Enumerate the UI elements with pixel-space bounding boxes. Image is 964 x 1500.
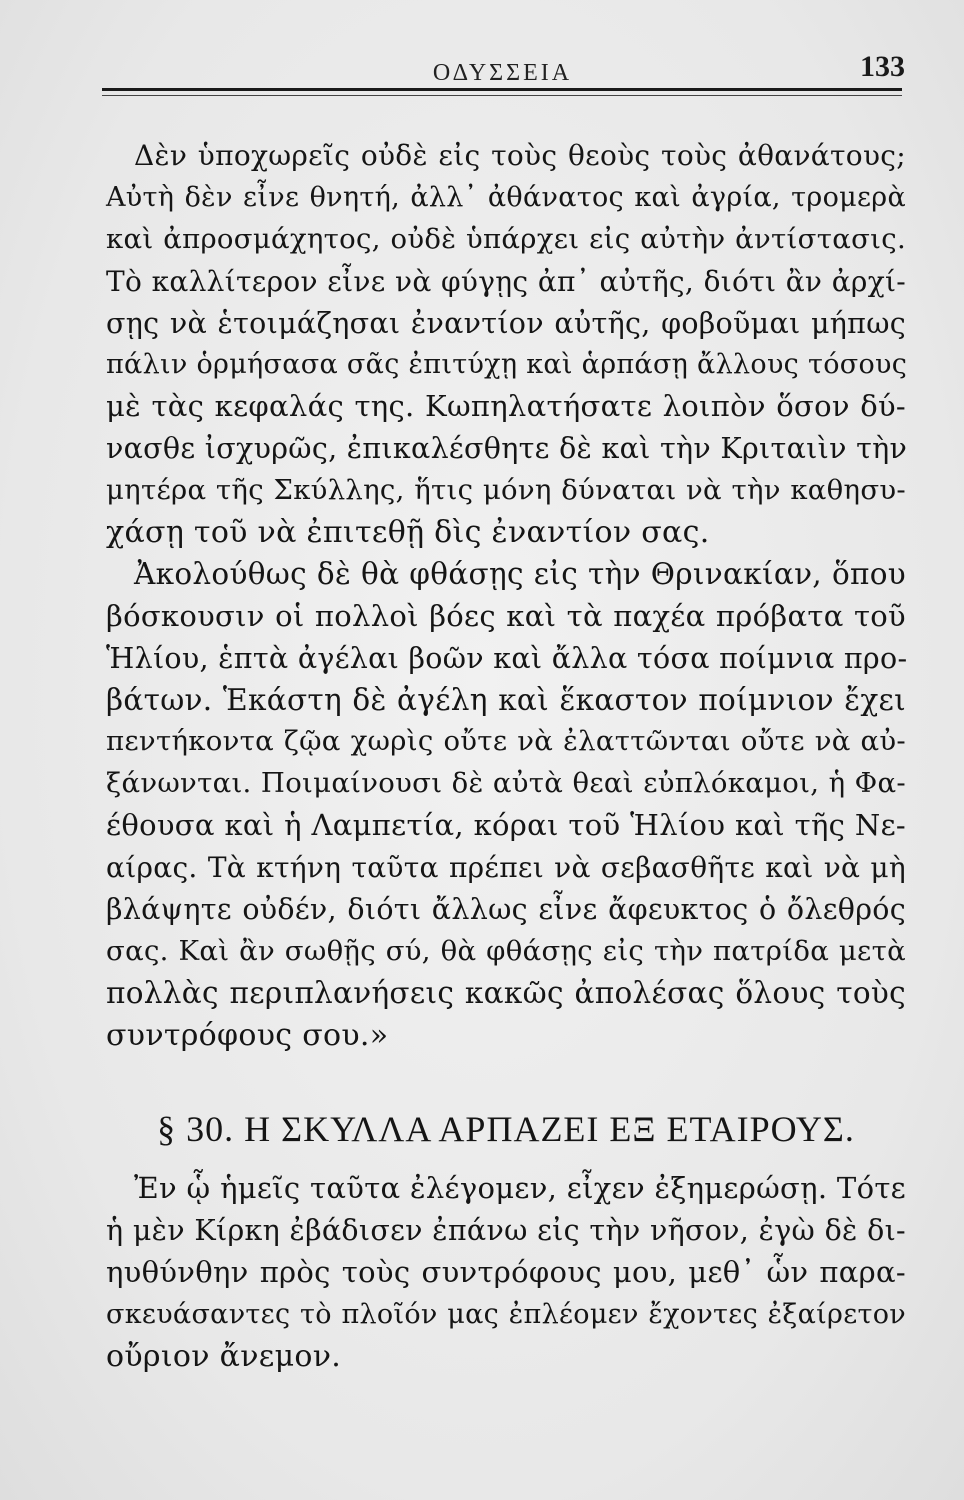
text-line: Δὲν ὑποχωρεῖς οὐδὲ εἰς τοὺς θεοὺς τοὺς ἀθανάτους; xyxy=(134,139,906,172)
section-heading: § 30. Η ΣΚΥΛΛΑ ΑΡΠΑΖΕΙ ΕΞ ΕΤΑΙΡΟΥΣ. xyxy=(157,1109,855,1149)
text-line: χάσῃ τοῦ νὰ ἐπιτεθῇ δὶς ἐναντίον σας. xyxy=(106,515,710,551)
text-line: ἡ μὲν Κίρκη ἐβάδισεν ἐπάνω εἰς τὴν νῆσον, ἐγὼ δὲ δι- xyxy=(106,1213,906,1247)
text-line: Τὸ καλλίτερον εἶνε νὰ φύγῃς ἀπ᾽ αὐτῆς, διότι ἂν ἀρχί- xyxy=(106,264,906,298)
text-line: πεντήκοντα ζῷα χωρὶς οὔτε νὰ ἐλαττῶνται οὔτε νὰ αὐ- xyxy=(106,725,906,758)
text-line: νασθε ἰσχυρῶς, ἐπικαλέσθητε δὲ καὶ τὴν Κριταιὶν τὴν xyxy=(106,432,908,466)
text-line: μητέρα τῆς Σκύλλης, ἥτις μόνη δύναται νὰ τὴν καθησυ- xyxy=(106,474,906,507)
text-line: αίρας. Τὰ κτήνη ταῦτα πρέπει νὰ σεβασθῆτε καὶ νὰ μὴ xyxy=(106,851,906,885)
text-line: σκευάσαντες τὸ πλοῖόν μας ἐπλέομεν ἔχοντες ἐξαίρετον xyxy=(106,1298,906,1330)
page-header xyxy=(100,40,905,86)
text-line: καὶ ἀπροσμάχητος, οὐδὲ ὑπάρχει εἰς αὐτὴν ἀντίστασις. xyxy=(106,222,906,255)
header-rule-thin xyxy=(102,95,902,96)
text-line: σας. Καὶ ἂν σωθῇς σύ, θὰ φθάσῃς εἰς τὴν πατρίδα μετὰ xyxy=(106,934,906,967)
text-line: έθουσα καὶ ἡ Λαμπετία, κόραι τοῦ Ἡλίου καὶ τῆς Νε- xyxy=(106,808,906,843)
text-line: πάλιν ὁρμήσασα σᾶς ἐπιτύχῃ καὶ ἁρπάσῃ ἄλλους τόσους xyxy=(106,349,908,381)
text-line: βλάψητε οὐδέν, διότι ἄλλως εἶνε ἄφευκτος ὁ ὄλεθρός xyxy=(106,893,906,927)
text-line: βόσκουσιν οἱ πολλοὶ βόες καὶ τὰ παχέα πρόβατα τοῦ xyxy=(106,598,906,633)
running-title: ΟΔΥΣΣΕΙΑ xyxy=(432,60,573,86)
text-line: μὲ τὰς κεφαλάς της. Κωπηλατήσατε λοιπὸν ὅσον δύ- xyxy=(106,389,906,424)
text-line: Ἐν ᾧ ἡμεῖς ταῦτα ἐλέγομεν, εἶχεν ἐξημερώσῃ. Τότε xyxy=(134,1171,906,1205)
header-rule xyxy=(102,88,902,91)
page-number: 133 xyxy=(860,50,905,83)
text-line: ηυθύνθην πρὸς τοὺς συντρόφους μου, μεθ᾽ ὧν παρα- xyxy=(106,1254,906,1289)
body-text xyxy=(106,135,906,1057)
text-line: Ἡλίου, ἑπτὰ ἀγέλαι βοῶν καὶ ἄλλα τόσα ποίμνια προ- xyxy=(106,641,908,675)
text-line: βάτων. Ἑκάστη δὲ ἀγέλη καὶ ἕκαστον ποίμνιον ἔχει xyxy=(106,682,906,717)
text-line: σῃς νὰ ἑτοιμάζησαι ἐναντίον αὐτῆς, φοβοῦμαι μήπως xyxy=(106,306,906,340)
body-text-continued xyxy=(106,1168,906,1377)
text-line: ξάνωνται. Ποιμαίνουσι δὲ αὐτὰ θεαὶ εὐπλόκαμοι, ἡ Φα- xyxy=(106,767,906,800)
text-line: συντρόφους σου.» xyxy=(106,1017,389,1053)
text-line: πολλὰς περιπλανήσεις κακῶς ἀπολέσας ὅλους τοὺς xyxy=(106,975,906,1010)
text-line: Αὐτὴ δὲν εἶνε θνητή, ἀλλ᾽ ἀθάνατος καὶ ἀγρία, τρομερὰ xyxy=(106,181,906,213)
text-line: οὔριον ἄνεμον. xyxy=(106,1338,342,1374)
text-line: Ἀκολούθως δὲ θὰ φθάσῃς εἰς τὴν Θρινακίαν, ὅπου xyxy=(134,556,906,591)
